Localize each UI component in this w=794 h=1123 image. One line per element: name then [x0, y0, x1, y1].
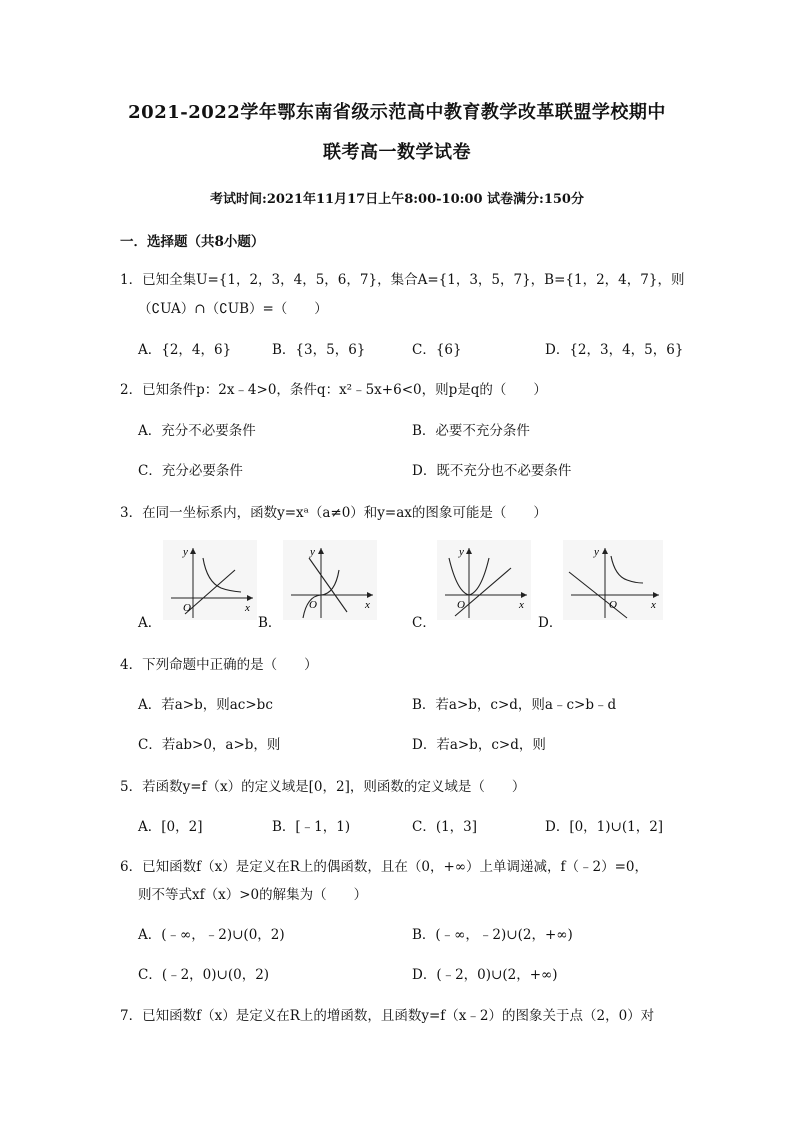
question-5-option-d: D．[0，1)∪(1，2]	[545, 819, 664, 835]
question-3-option-b: B．	[258, 615, 282, 631]
question-2-option-c: C．充分必要条件	[138, 463, 243, 479]
question-4-stem: 4．下列命题中正确的是（ ）	[120, 657, 318, 673]
graph-d-y-label: y	[594, 546, 599, 558]
question-5-option-c: C．(1，3]	[412, 819, 478, 835]
graph-b-x-label: x	[365, 599, 370, 611]
exam-info: 考试时间:2021年11月17日上午8:00-10:00 试卷满分:150分	[210, 192, 584, 207]
graph-b-origin-label: O	[309, 599, 317, 611]
question-6-stem: 6．已知函数f（x）是定义在R上的偶函数，且在（0，+∞）上单调递减，f（﹣2）=0，	[120, 859, 648, 875]
exam-title-line2: 联考高一数学试卷	[323, 142, 471, 163]
question-6-option-b: B．(﹣∞，﹣2)∪(2，+∞)	[412, 927, 573, 943]
graph-c-x-label: x	[519, 599, 524, 611]
question-3-option-a: A．	[138, 615, 162, 631]
question-1-option-d: D．{2，3，4，5，6}	[545, 342, 684, 358]
question-5-option-a: A．[0，2]	[138, 819, 203, 835]
question-1-option-b: B．{3，5，6}	[272, 342, 366, 358]
question-6-stem-cont: 则不等式xf（x）>0的解集为（ ）	[138, 887, 368, 903]
question-2-option-b: B．必要不充分条件	[412, 423, 530, 439]
question-3-option-c: C．	[412, 615, 436, 631]
section-heading: 一．选择题（共8小题）	[120, 234, 265, 250]
exam-title-line1: 2021-2022学年鄂东南省级示范高中教育教学改革联盟学校期中	[128, 102, 666, 123]
question-5-option-b: B．[﹣1，1)	[272, 819, 351, 835]
graph-b	[283, 540, 377, 620]
question-4-option-a: A．若a>b，则ac>bc	[138, 697, 273, 713]
question-5-stem: 5．若函数y=f（x）的定义域是[0，2]，则函数的定义域是（ ）	[120, 779, 526, 795]
question-6-option-d: D．(﹣2，0)∪(2，+∞)	[412, 967, 558, 983]
question-7-stem: 7．已知函数f（x）是定义在R上的增函数，且函数y=f（x﹣2）的图象关于点（2，0）对	[120, 1008, 655, 1024]
graph-b-y-label: y	[310, 546, 315, 558]
question-4-option-b: B．若a>b，c>d，则a﹣c>b﹣d	[412, 697, 617, 713]
graph-c-y-label: y	[459, 546, 464, 558]
question-1-stem-cont: （∁UA）∩（∁UB）=（ ）	[138, 301, 328, 317]
graph-a-y-label: y	[183, 546, 188, 558]
graph-c	[437, 540, 531, 620]
question-6-option-a: A．(﹣∞，﹣2)∪(0，2)	[138, 927, 285, 943]
question-1-stem: 1．已知全集U={1，2，3，4，5，6，7}，集合A={1，3，5，7}，B={1，2，4，7}，则	[120, 272, 685, 288]
graph-a	[163, 540, 257, 620]
question-3-stem: 3．在同一坐标系内，函数y=xᵃ（a≠0）和y=ax的图象可能是（ ）	[120, 505, 547, 521]
question-2-stem: 2．已知条件p：2x﹣4>0，条件q：x²﹣5x+6<0，则p是q的（ ）	[120, 382, 547, 398]
question-2-option-a: A．充分不必要条件	[138, 423, 256, 439]
graph-a-x-label: x	[245, 602, 250, 614]
question-4-option-d: D．若a>b，c>d，则	[412, 737, 546, 753]
question-3-option-d: D．	[538, 615, 563, 631]
graph-d-x-label: x	[651, 599, 656, 611]
graph-d-origin-label: O	[609, 599, 617, 611]
graph-a-origin-label: O	[183, 602, 191, 614]
question-1-option-a: A．{2，4，6}	[138, 342, 232, 358]
question-4-option-c: C．若ab>0，a>b，则	[138, 737, 281, 753]
question-1-option-c: C．{6}	[412, 342, 462, 358]
graph-c-origin-label: O	[457, 599, 465, 611]
question-2-option-d: D．既不充分也不必要条件	[412, 463, 572, 479]
graph-d	[563, 540, 663, 620]
question-6-option-c: C．(﹣2，0)∪(0，2)	[138, 967, 270, 983]
